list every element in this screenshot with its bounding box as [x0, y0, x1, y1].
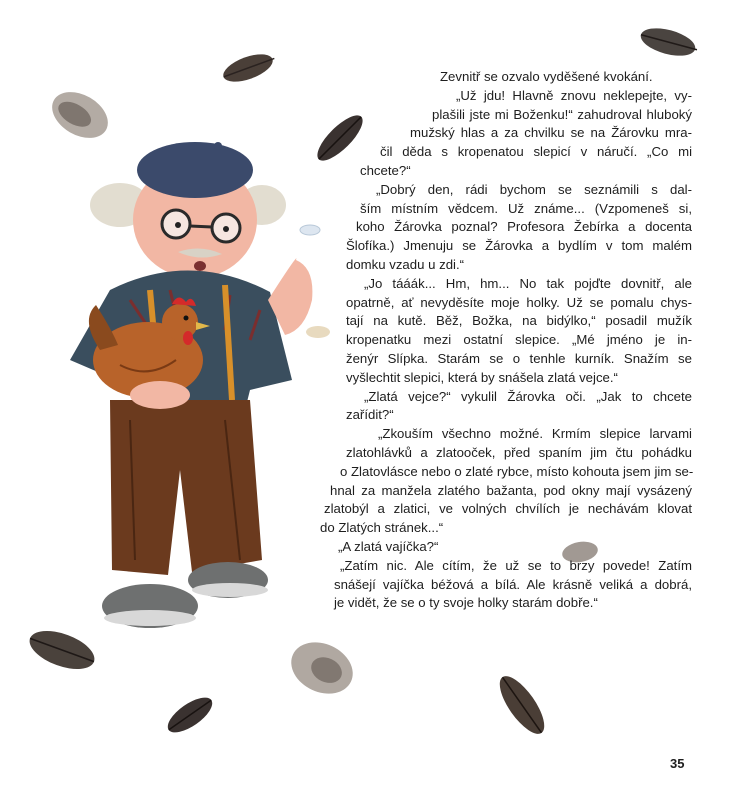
- text-line: do Zlatých stránek...“: [320, 520, 444, 536]
- feather-icon: [492, 670, 552, 741]
- text-line: čil děda s kropenatou slepicí v náručí. „Co mi: [380, 144, 692, 160]
- old-man-figure: [70, 142, 312, 628]
- feather-icon: [283, 633, 361, 704]
- feather-icon: [44, 83, 116, 148]
- text-line: „Zkouším všechno možné. Krmím slepice larvami: [378, 426, 692, 442]
- text-line: zlatobýl a zlatici, ve volných chvílích je nechávám klovat: [324, 501, 692, 517]
- text-line: snášejí vajíčka béžová a bílá. Ale krásně veliká a dobrá,: [334, 576, 692, 592]
- text-line: ším místním vědcem. Už známe... (Vzpomeneš si,: [360, 200, 692, 216]
- feather-icon: [162, 691, 217, 739]
- text-line: vyšlechtit slepici, která by snášela zlatá vejce.“: [346, 369, 618, 385]
- text-line: „Jo tááák... Hm, hm... No tak pojďte dovnitř, ale: [364, 275, 692, 291]
- text-line: opatrně, ať nevyděsíte moje holky. Už se pomalu chys-: [346, 294, 692, 310]
- text-line: o Zlatovlásce nebo o zlaté rybce, místo kohouta jsem jim se-: [340, 463, 694, 479]
- text-line: chcete?“: [360, 162, 411, 178]
- text-line: kropenatku mezi ostatní slepice. „Mé jméno je in-: [346, 332, 692, 348]
- text-line: domku vzadu u zdi.“: [346, 256, 465, 272]
- text-line: zlatohlávků a zlatooček, před spaním jim čtu pohádku: [346, 444, 692, 460]
- text-line: mužský hlas a za chvilku se na Žárovku mra-: [410, 125, 692, 141]
- text-line: plašili jste mi Boženku!“ zahudroval hluboký: [432, 106, 692, 122]
- text-line: zařídit?“: [346, 407, 394, 423]
- text-line: „Zlatá vejce?“ vykulil Žárovka oči. „Jak to chcete: [364, 388, 692, 404]
- feather-icon: [25, 623, 100, 676]
- page-number: 35: [670, 756, 685, 771]
- text-line: „Dobrý den, rádi bychom se seznámili s dal-: [376, 181, 692, 197]
- feather-icon: [638, 23, 700, 61]
- text-line: hnal za manžela zlatého bažanta, pod okny mají vysázený: [330, 482, 692, 498]
- story-text: [300, 68, 692, 613]
- text-line: koho Žárovka poznal? Profesora Žebírka a docenta: [356, 219, 692, 235]
- text-line: „Zatím nic. Ale cítím, že už se to brzy povede! Zatím: [340, 557, 692, 573]
- text-line: „A zlatá vajíčka?“: [338, 538, 439, 554]
- feather-icon: [220, 48, 278, 87]
- text-line: Šlofíka.) Jmenuju se Žárovka a bydlím v tom malém: [346, 238, 692, 254]
- text-line: tají na kutě. Běž, Božka, na bidýlko,“ posadil mužík: [346, 313, 692, 329]
- text-line: „Už jdu! Hlavně znovu neklepejte, vy-: [456, 87, 692, 103]
- text-line: je vidět, že se o ty svoje holky starám dobře.“: [334, 595, 598, 611]
- text-line: Zevnitř se ozvalo vyděšené kvokání.: [440, 69, 653, 84]
- text-line: ženýr Slípka. Starám se o tenhle kurník. Snažím se: [346, 350, 692, 366]
